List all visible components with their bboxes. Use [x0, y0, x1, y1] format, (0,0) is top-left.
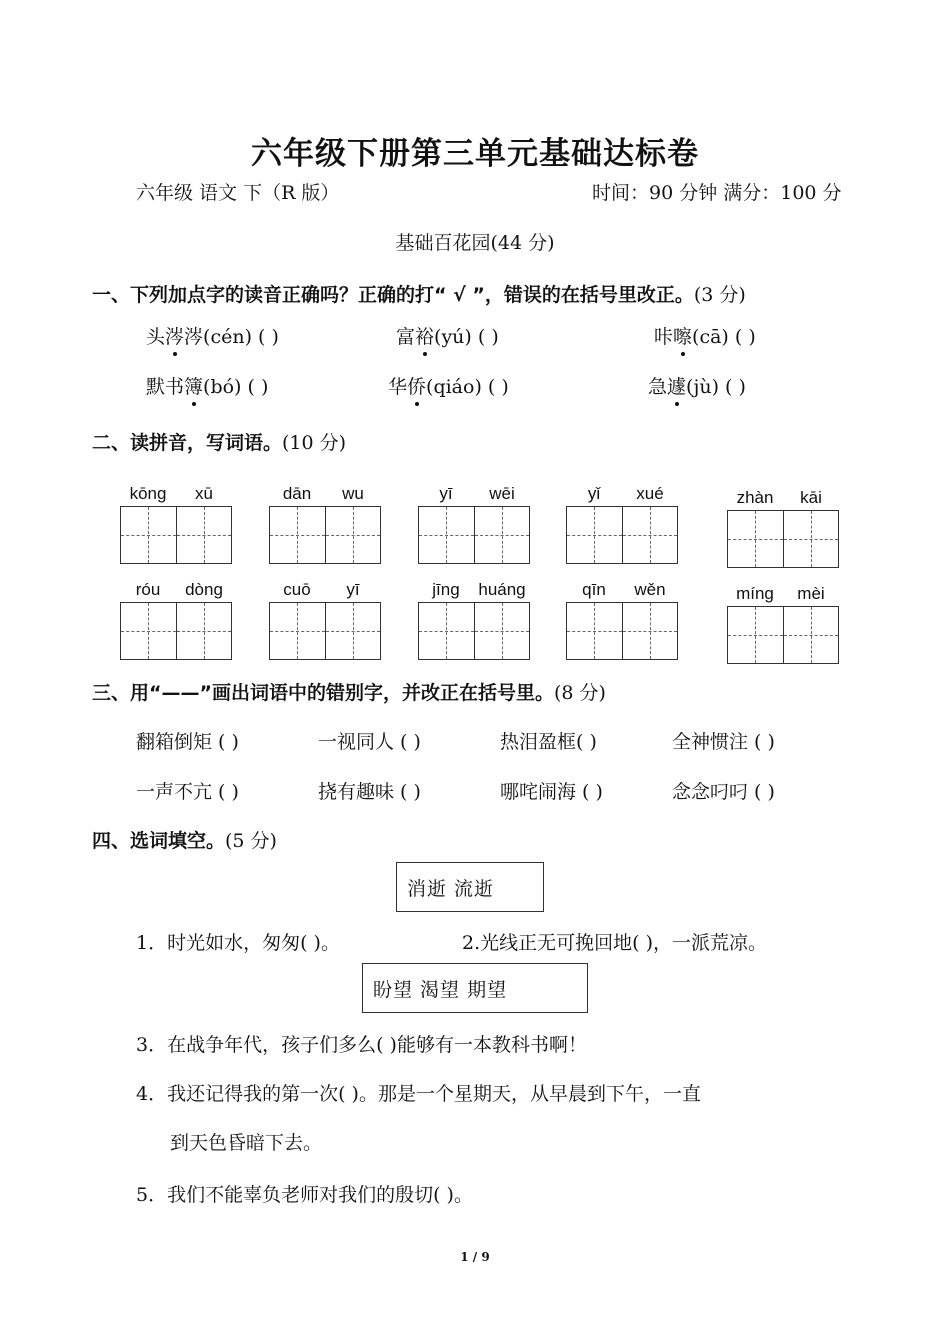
q1-item: 头涔涔(cén) ( ) [146, 322, 279, 349]
pinyin-label: dòng [185, 580, 223, 599]
q3-item: 翻箱倒矩 ( ) [136, 731, 239, 753]
q3-item: 一声不亢 ( ) [136, 781, 239, 803]
question-4-heading: 四、选词填空。(5 分) [92, 830, 277, 852]
q1-item: 急遽(jù) ( ) [648, 372, 746, 399]
writing-grid[interactable] [120, 506, 232, 564]
pinyin-label: huáng [478, 580, 526, 599]
q4-sentence-3: 3．在战争年代，孩子们多么( )能够有一本教科书啊！ [136, 1034, 587, 1056]
word-choice-box: 消逝 流逝 [396, 862, 544, 912]
pinyin-label: wēi [489, 484, 515, 503]
q1-item: 默书簿(bó) ( ) [146, 372, 268, 399]
pinyin-label: xué [636, 484, 664, 503]
q4-sentence-4-cont: 到天色昏暗下去。 [170, 1132, 323, 1154]
pinyin-label: wěn [634, 580, 666, 599]
q4-sentence-4: 4．我还记得我的第一次( )。那是一个星期天，从早晨到下午，一直 [136, 1083, 701, 1105]
q3-item: 热泪盈框( ) [500, 731, 597, 753]
question-3-heading: 三、用“——”画出词语中的错别字，并改正在括号里。(8 分) [92, 682, 606, 704]
pinyin-label: cuō [283, 580, 311, 599]
writing-grid[interactable] [418, 506, 530, 564]
writing-grid[interactable] [566, 602, 678, 660]
q4-sentence-1: 1．时光如水，匆匆( )。 [136, 932, 340, 954]
q1-item: 咔嚓(cā) ( ) [654, 322, 756, 349]
q3-item: 哪咤闹海 ( ) [500, 781, 603, 803]
page-number: 1 / 9 [460, 1250, 490, 1264]
q4-sentence-2: 2.光线正无可挽回地( )，一派荒凉。 [462, 932, 767, 954]
pinyin-label: qīn [582, 580, 606, 599]
question-2-heading: 二、读拼音，写词语。(10 分) [92, 432, 347, 454]
grade-subject: 六年级 语文 下（R 版） [136, 182, 340, 204]
pinyin-label: yī [346, 580, 360, 599]
pinyin-label: yǐ [587, 484, 601, 503]
pinyin-label: kāi [800, 488, 822, 507]
pinyin-label: róu [135, 580, 161, 599]
q1-item: 华侨(qiáo) ( ) [388, 372, 509, 399]
pinyin-label: kōng [129, 484, 167, 503]
q3-item: 念念叼叼 ( ) [672, 781, 775, 803]
section-title: 基础百花园(44 分) [395, 232, 555, 254]
q3-item: 挠有趣味 ( ) [318, 781, 421, 803]
writing-grid[interactable] [727, 606, 839, 664]
writing-grid[interactable] [269, 506, 381, 564]
pinyin-label: jīng [432, 580, 460, 599]
pinyin-label: zhàn [736, 488, 774, 507]
page-title: 六年级下册第三单元基础达标卷 [251, 136, 699, 172]
word-choice-box: 盼望 渴望 期望 [362, 963, 588, 1013]
pinyin-label: wu [342, 484, 364, 503]
writing-grid[interactable] [418, 602, 530, 660]
q3-item: 全神惯注 ( ) [672, 731, 775, 753]
q1-item: 富裕(yú) ( ) [396, 322, 499, 349]
time-score: 时间：90 分钟 满分：100 分 [592, 182, 842, 204]
pinyin-label: dān [282, 484, 312, 503]
writing-grid[interactable] [120, 602, 232, 660]
q4-sentence-5: 5．我们不能辜负老师对我们的殷切( )。 [136, 1184, 473, 1206]
q3-item: 一视同人 ( ) [318, 731, 421, 753]
writing-grid[interactable] [269, 602, 381, 660]
question-1-heading: 一、下列加点字的读音正确吗？正确的打“ √ ”，错误的在括号里改正。(3 分) [92, 284, 746, 306]
pinyin-label: míng [736, 584, 774, 603]
pinyin-label: mèi [797, 584, 825, 603]
pinyin-label: xū [195, 484, 213, 503]
pinyin-label: yī [439, 484, 453, 503]
writing-grid[interactable] [566, 506, 678, 564]
writing-grid[interactable] [727, 510, 839, 568]
